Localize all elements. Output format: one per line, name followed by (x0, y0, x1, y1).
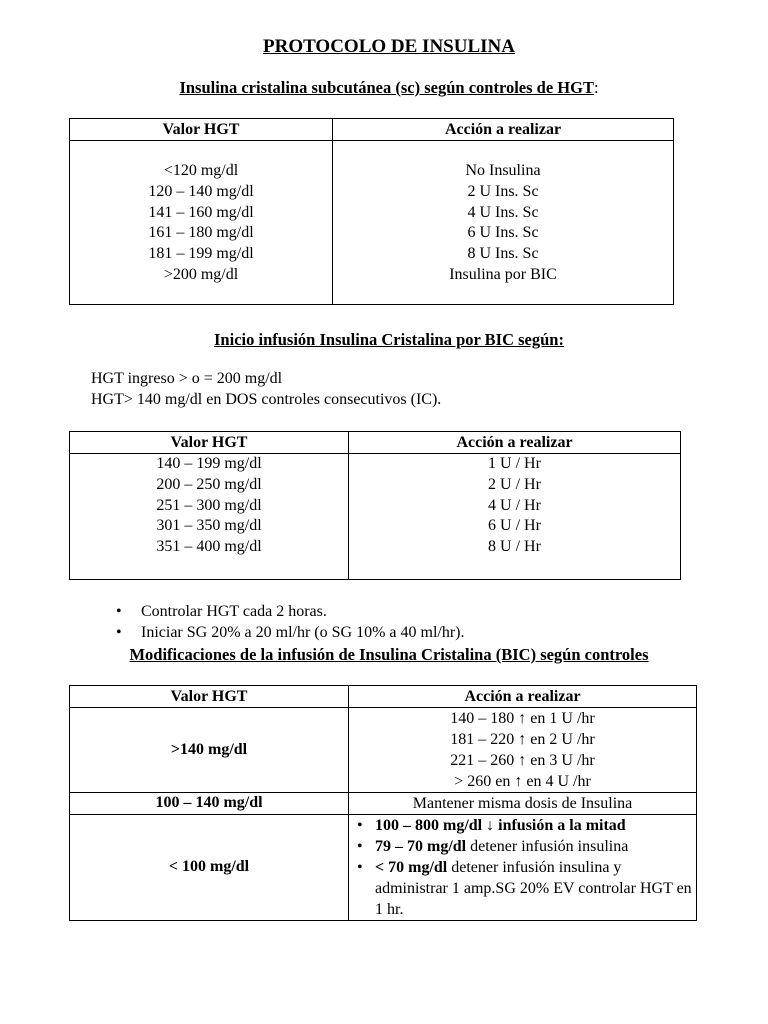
section2-bullet-1: • Iniciar SG 20% a 20 ml/hr (o SG 10% a 40 ml/hr). (116, 622, 465, 643)
t3-row-100-140 (70, 793, 697, 815)
t2-accion-2: 4 U / Hr (488, 496, 541, 514)
section2-heading-text: Inicio infusión Insulina Cristalina por BIC según: (214, 330, 564, 349)
section2-bullet-0: • Controlar HGT cada 2 horas. (116, 601, 465, 622)
t1-accion-1: 2 U Ins. Sc (467, 182, 539, 200)
section2-line-1: HGT> 140 mg/dl en DOS controles consecutivos (IC). (91, 391, 442, 408)
t2-valor-3: 301 – 350 mg/dl (156, 517, 262, 535)
t1-accion-4: 8 U Ins. Sc (467, 245, 539, 263)
t3-row2-value: 100 – 140 mg/dl (70, 793, 349, 815)
t3-row1-action-2: 221 – 260 ↑ en 3 U /hr (450, 752, 595, 769)
section2-bullets (116, 601, 465, 643)
t3-row3-b3-bold: < 70 mg/dl (375, 859, 448, 876)
t3-row3-b2-rest: detener infusión insulina (466, 838, 629, 855)
t1-valor-1: 120 – 140 mg/dl (148, 182, 254, 200)
t3-row3-bullet-1 (349, 836, 696, 857)
t3-row3-bullet-0 (349, 815, 696, 836)
t1-accion-2: 4 U Ins. Sc (467, 203, 539, 221)
t3-row-gt140 (70, 708, 697, 793)
t2-header-valor: Valor HGT (70, 432, 349, 454)
t3-row1-action-1: 181 – 220 ↑ en 2 U /hr (450, 731, 595, 748)
t3-header-accion: Acción a realizar (349, 686, 697, 708)
t2-col-valor (70, 454, 349, 580)
t3-row1-action-3: > 260 en ↑ en 4 U /hr (454, 773, 591, 790)
t2-valor-0: 140 – 199 mg/dl (156, 455, 262, 472)
page-title: PROTOCOLO DE INSULINA (263, 36, 515, 57)
t2-valor-1: 200 – 250 mg/dl (156, 475, 262, 493)
t3-row3-b1-bold: 100 – 800 mg/dl ↓ infusión a la mitad (375, 817, 626, 834)
t2-accion-4: 8 U / Hr (488, 538, 541, 556)
t3-row3-bullet-2 (349, 857, 696, 920)
t3-row1-actions (349, 708, 697, 793)
t3-row3-b3-rest: detener infusión insulina y administrar 1 amp.SG 20% EV controlar HGT en 1 hr. (375, 859, 692, 918)
t1-col-valor (70, 141, 333, 305)
section2-heading (0, 330, 768, 351)
t2-valor-4: 351 – 400 mg/dl (156, 538, 262, 556)
t1-accion-3: 6 U Ins. Sc (467, 224, 539, 242)
section1-heading-suffix: : (593, 78, 599, 97)
t3-row3-bullets (349, 815, 696, 920)
t3-header-valor: Valor HGT (70, 686, 349, 708)
t3-row-lt100 (70, 815, 697, 921)
t3-row1-value: >140 mg/dl (70, 708, 349, 793)
section1-heading-text: Insulina cristalina subcutánea (sc) según controles de HGT (179, 78, 594, 97)
t1-valor-3: 161 – 180 mg/dl (148, 224, 254, 242)
t2-accion-1: 2 U / Hr (488, 475, 541, 493)
section1-heading (0, 78, 768, 99)
t3-row2-action: Mantener misma dosis de Insulina (349, 793, 697, 815)
t1-valor-0: <120 mg/dl (163, 162, 239, 179)
t1-valor-5: >200 mg/dl (163, 265, 239, 283)
t2-col-accion (349, 454, 681, 580)
bic-start-table (69, 431, 681, 580)
t1-col-accion (333, 141, 674, 305)
t1-header-valor: Valor HGT (70, 119, 333, 141)
t2-valor-2: 251 – 300 mg/dl (156, 496, 262, 514)
t3-row3-value: < 100 mg/dl (70, 815, 349, 921)
section2-line-0: HGT ingreso > o = 200 mg/dl (91, 370, 283, 387)
t3-row3-actions (349, 815, 697, 921)
t1-header-accion: Acción a realizar (333, 119, 674, 141)
t2-accion-0: 1 U / Hr (488, 455, 541, 472)
t3-row3-b2-bold: 79 – 70 mg/dl (375, 838, 467, 855)
t1-valor-2: 141 – 160 mg/dl (148, 203, 254, 221)
t2-header-accion: Acción a realizar (349, 432, 681, 454)
section3-heading-text: Modificaciones de la infusión de Insulina Cristalina (BIC) según controles (129, 645, 649, 664)
subcutaneous-table (69, 118, 674, 305)
bic-modifications-table (69, 685, 697, 921)
t2-accion-3: 6 U / Hr (488, 517, 541, 535)
t3-row1-action-0: 140 – 180 ↑ en 1 U /hr (450, 710, 595, 727)
t1-accion-0: No Insulina (465, 162, 541, 179)
t1-accion-5: Insulina por BIC (449, 265, 557, 283)
t1-valor-4: 181 – 199 mg/dl (148, 245, 254, 263)
section3-heading (0, 645, 768, 666)
